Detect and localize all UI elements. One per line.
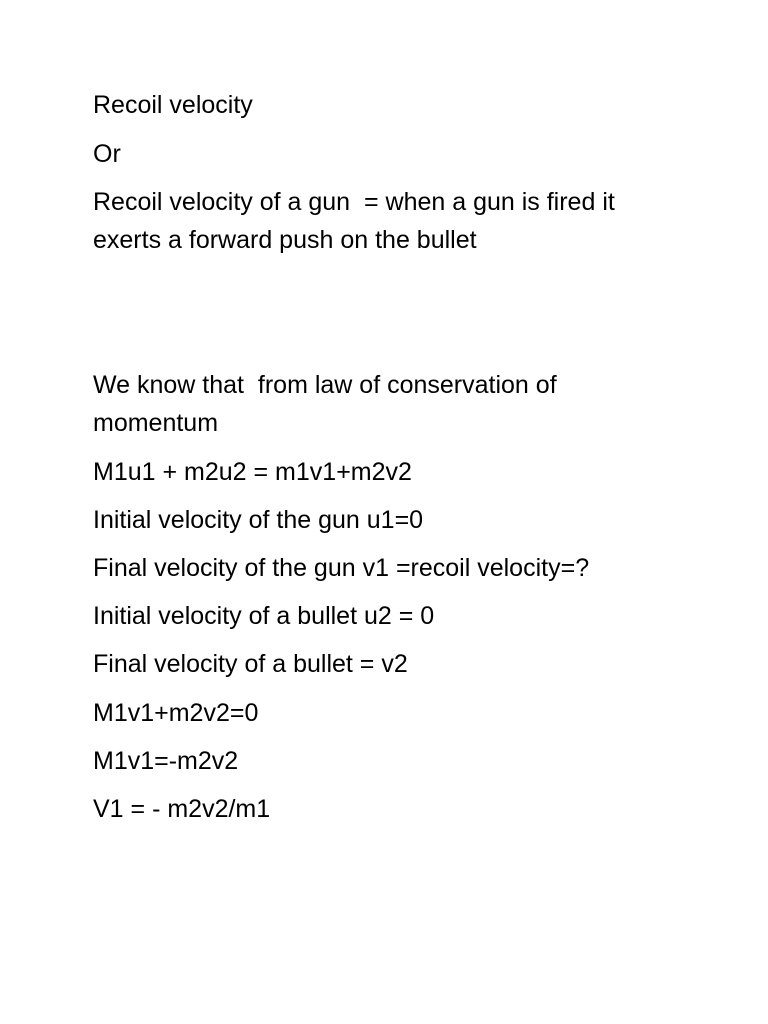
heading-recoil-velocity: Recoil velocity <box>93 91 253 119</box>
conservation-paragraph: We know that from law of conservation of momentum <box>93 371 564 437</box>
equation-sum-zero: M1v1+m2v2=0 <box>93 699 259 727</box>
equation-rearranged: M1v1=-m2v2 <box>93 747 239 775</box>
final-velocity-bullet: Final velocity of a bullet = v2 <box>93 650 408 678</box>
initial-velocity-bullet: Initial velocity of a bullet u2 = 0 <box>93 602 435 630</box>
initial-velocity-gun: Initial velocity of the gun u1=0 <box>93 506 424 534</box>
definition-paragraph: Recoil velocity of a gun = when a gun is fired it exerts a forward push on the bullet <box>93 188 622 254</box>
momentum-equation: M1u1 + m2u2 = m1v1+m2v2 <box>93 458 412 486</box>
equation-result: V1 = - m2v2/m1 <box>93 795 271 823</box>
text-or: Or <box>93 140 121 168</box>
final-velocity-gun: Final velocity of the gun v1 =recoil velocity=? <box>93 554 590 582</box>
